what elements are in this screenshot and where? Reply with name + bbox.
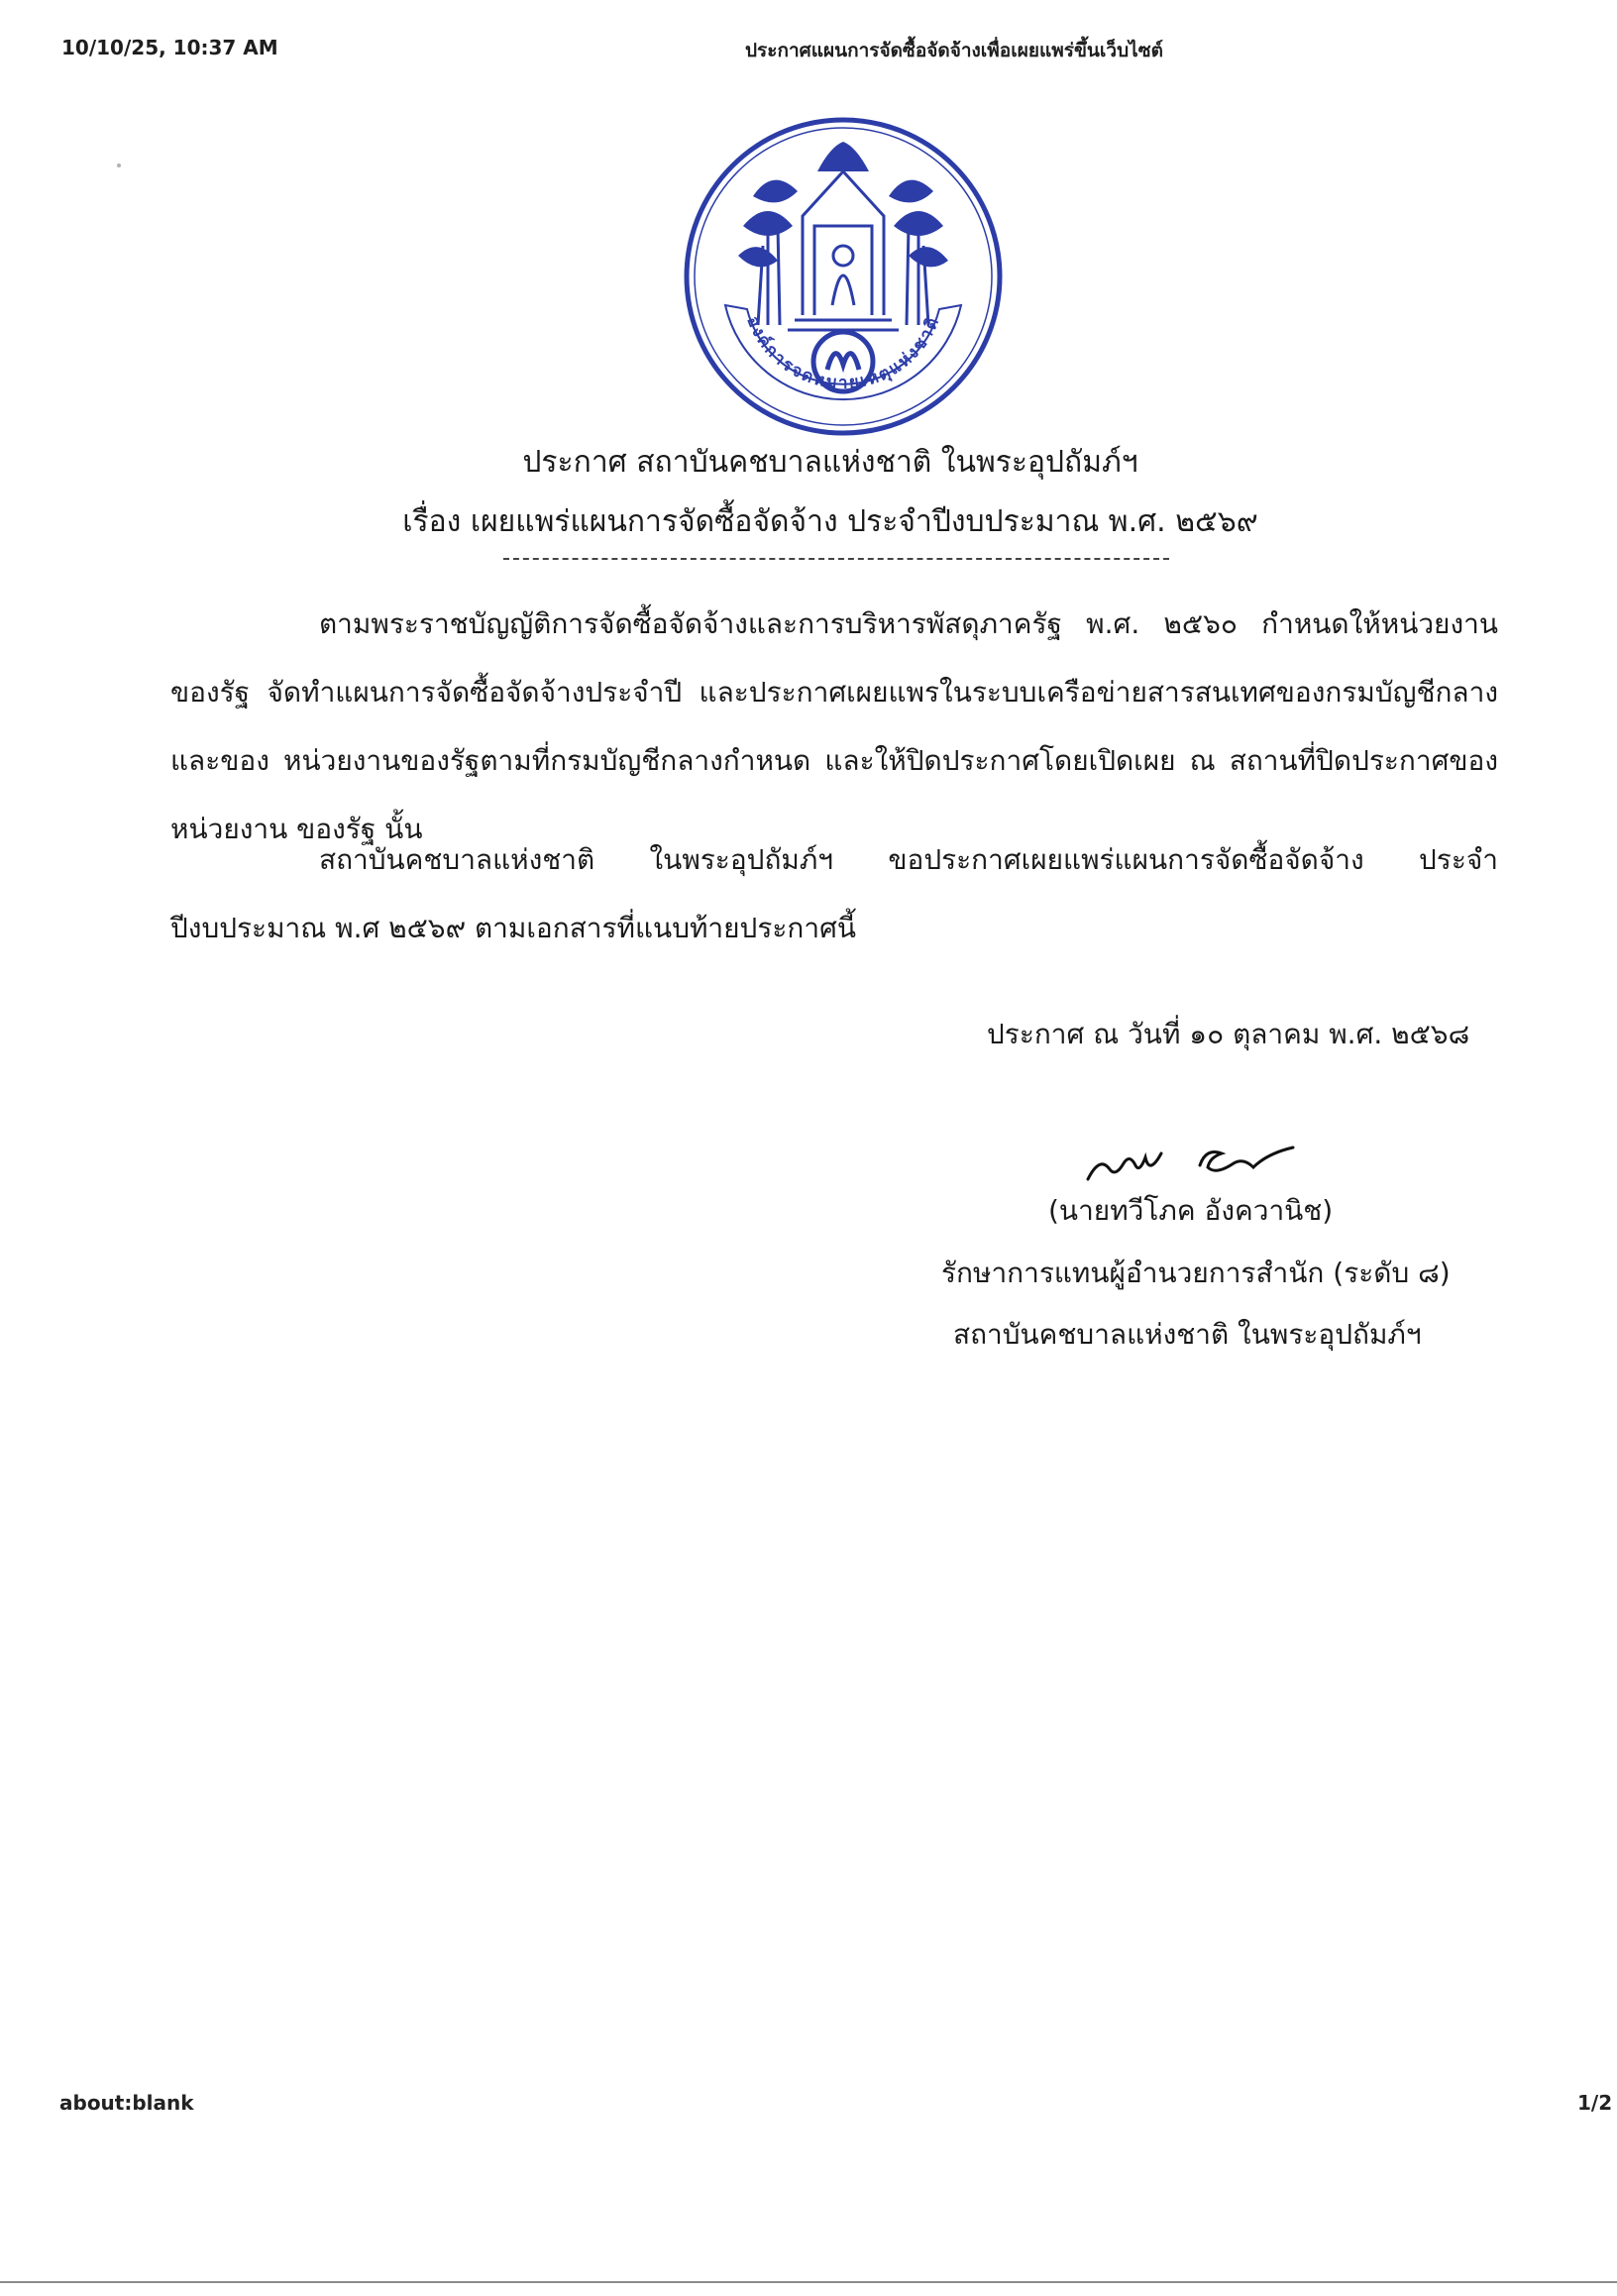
- dashed-divider: [503, 558, 1169, 560]
- signer-name: (นายทวีโภค อังควานิช): [1048, 1194, 1334, 1227]
- handwritten-signature: [1083, 1138, 1331, 1187]
- signer-organization: สถาบันคชบาลแห่งชาติ ในพระอุปถัมภ์ฯ: [953, 1318, 1422, 1351]
- announcement-date: ประกาศ ณ วันที่ ๑๐ ตุลาคม พ.ศ. ๒๕๖๘: [987, 1018, 1470, 1050]
- print-url: about:blank: [59, 2091, 194, 2115]
- agency-seal-logo: [684, 117, 1003, 436]
- print-page-title: ประกาศแผนการจัดซื้อจัดจ้างเพื่อเผยแพร่ขึ้นเว็บไซต์: [745, 40, 1163, 61]
- body-paragraph: สถาบันคชบาลแห่งชาติ ในพระอุปถัมภ์ฯ ขอประกาศเผยแพร่แผนการจัดซื้อจัดจ้าง ประจำปีงบประมาณ พ.ศ ๒๕๖๙ ตามเอกสารที่แนบท้ายประกาศนี้: [170, 843, 1498, 944]
- seal-text: องค์การจดหมายเหตุแห่งชาติ: [742, 313, 944, 393]
- announcement-subject: เรื่อง เผยแพร่แผนการจัดซื้อจัดจ้าง ประจำปีงบประมาณ พ.ศ. ๒๕๖๙: [402, 504, 1258, 539]
- page-edge-rule: [0, 2281, 1617, 2283]
- print-page-number: 1/2: [1577, 2091, 1613, 2115]
- scan-speck: [117, 164, 121, 167]
- signer-position: รักษาการแทนผู้อำนวยการสำนัก (ระดับ ๘): [941, 1257, 1451, 1289]
- print-datetime: 10/10/25, 10:37 AM: [61, 36, 278, 59]
- announcement-title: ประกาศ สถาบันคชบาลแห่งชาติ ในพระอุปถัมภ์ฯ: [522, 445, 1138, 480]
- body-paragraph: ตามพระราชบัญญัติการจัดซื้อจัดจ้างและการบริหารพัสดุภาครัฐ พ.ศ. ๒๕๖๐ กำหนดให้หน่วยงานของรัฐ จัดทำแผนการจัดซื้อจัดจ้างประจำปี และประกาศเผยแพรในระบบเครือข่ายสารสนเทศของกรมบัญชีกลางและของ หน่วยงานของรัฐตามที่กรมบัญชีกลางกำหนด และให้ปิดประกาศโดยเปิดเผย ณ สถานที่ปิดประกาศของหน่วยงาน ของรัฐ นั้น: [170, 607, 1498, 845]
- svg-text:องค์การจดหมายเหตุแห่งชาติ: [742, 313, 943, 392]
